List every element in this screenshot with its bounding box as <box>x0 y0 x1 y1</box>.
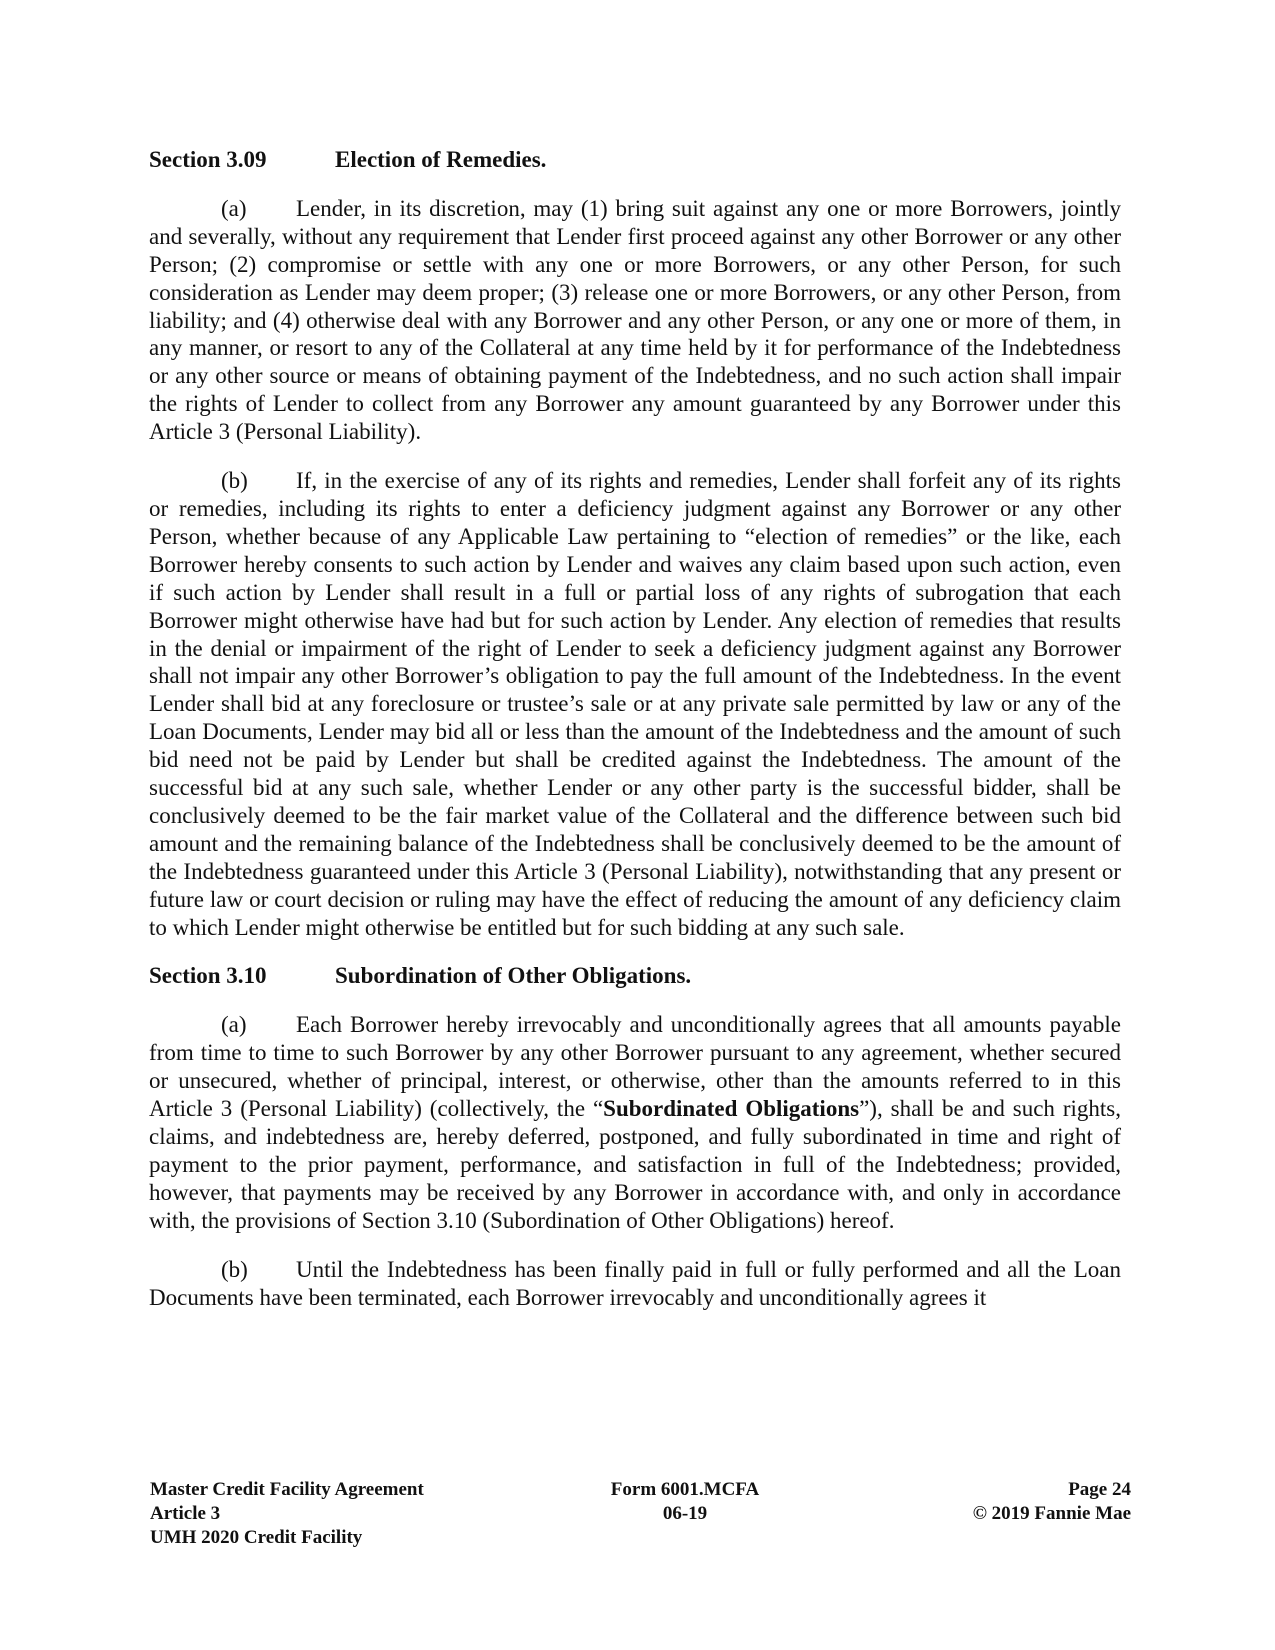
defined-term: Subordinated Obligations <box>603 1096 860 1122</box>
paragraph-3-09-a <box>149 195 1121 446</box>
footer-form-date: 06-19 <box>662 1503 708 1524</box>
paragraph-3-10-b <box>149 1256 1121 1312</box>
paragraph-label: (a) <box>221 1012 247 1038</box>
footer-page-number: Page 24 <box>1068 1479 1131 1500</box>
page-content <box>149 146 1121 1332</box>
footer-right <box>973 1478 1131 1526</box>
section-number: Section 3.10 <box>149 963 267 989</box>
footer-left <box>150 1478 424 1550</box>
paragraph-3-10-a <box>149 1011 1121 1234</box>
paragraph-3-09-b <box>149 467 1121 941</box>
paragraph-text-after: ”), shall be and such rights, claims, and indebtedness are, hereby deferred, postponed, and fully subordinated in time and right of payment to the prior payment, performance, and satisfaction in full of the Indebtedness; provided, however, that payments may be received by any Borrower in accordance with, and only in accordance with, the provisions of Section 3.10 (Subordination of Other Obligations) hereof. <box>149 1096 1121 1233</box>
footer-facility-name: UMH 2020 Credit Facility <box>150 1527 363 1548</box>
section-title: Election of Remedies. <box>335 147 547 172</box>
section-heading-3-09 <box>149 146 1121 174</box>
footer-form-number: Form 6001.MCFA <box>610 1479 760 1500</box>
paragraph-label: (a) <box>221 195 247 221</box>
footer-article: Article 3 <box>150 1503 221 1524</box>
footer-agreement-title: Master Credit Facility Agreement <box>150 1479 424 1500</box>
paragraph-text: If, in the exercise of any of its rights and remedies, Lender shall forfeit any of its rights or remedies, including its rights to enter a deficiency judgment against any Borrower or any other Person, whether because of any Applicable Law pertaining to “election of remedies” or the like, each Borrower hereby consents to such action by Lender and waives any claim based upon such action, even if such action by Lender shall result in a full or partial loss of any rights of subrogation that each Borrower might otherwise have had but for such action by Lender. Any election of remedies that results in the denial or impairment of the right of Lender to seek a deficiency judgment against any Borrower shall not impair any other Borrower’s obligation to pay the full amount of the Indebtedness. In the event Lender shall bid at any foreclosure or trustee’s sale or at any private sale permitted by law or any of the Loan Documents, Lender may bid all or less than the amount of the Indebtedness and the amount of such bid need not be paid by Lender but shall be credited against the Indebtedness. The amount of the successful bid at any such sale, whether Lender or any other party is the successful bidder, shall be conclusively deemed to be the fair market value of the Collateral and the difference between such bid amount and the remaining balance of the Indebtedness shall be conclusively deemed to be the amount of the Indebtedness guaranteed under this Article 3 (Personal Liability), notwithstanding that any present or future law or court decision or ruling may have the effect of reducing the amount of any deficiency claim to which Lender might otherwise be entitled but for such bidding at any such sale. <box>149 468 1121 940</box>
section-heading-3-10 <box>149 962 1121 990</box>
paragraph-text: Until the Indebtedness has been finally paid in full or fully performed and all the Loan Documents have been terminated, each Borrower irrevocably and unconditionally agrees it <box>149 1256 1121 1310</box>
paragraph-text: Lender, in its discretion, may (1) bring suit against any one or more Borrowers, jointly and severally, without any requirement that Lender first proceed against any other Borrower or any other Person; (2) compromise or settle with any one or more Borrowers, or any other Person, for such consideration as Lender may deem proper; (3) release one or more Borrowers, or any other Person, from liability; and (4) otherwise deal with any Borrower and any other Person, or any one or more of them, in any manner, or resort to any of the Collateral at any time held by it for performance of the Indebtedness or any other source or means of obtaining payment of the Indebtedness, and no such action shall impair the rights of Lender to collect from any Borrower any amount guaranteed by any Borrower under this Article 3 (Personal Liability). <box>149 195 1121 445</box>
footer-center <box>600 1478 770 1526</box>
paragraph-text-before: Each Borrower hereby irrevocably and unconditionally agrees that all amounts payable from time to time to such Borrower by any other Borrower pursuant to any agreement, whether secured or unsecured, whether of principal, interest, or otherwise, other than the amounts referred to in this Article 3 (Personal Liability) (collectively, the “ <box>149 1012 1121 1122</box>
section-title: Subordination of Other Obligations. <box>335 963 692 989</box>
section-number: Section 3.09 <box>149 147 267 172</box>
footer-copyright: © 2019 Fannie Mae <box>972 1503 1131 1524</box>
paragraph-label: (b) <box>221 468 248 494</box>
paragraph-label: (b) <box>221 1256 248 1282</box>
